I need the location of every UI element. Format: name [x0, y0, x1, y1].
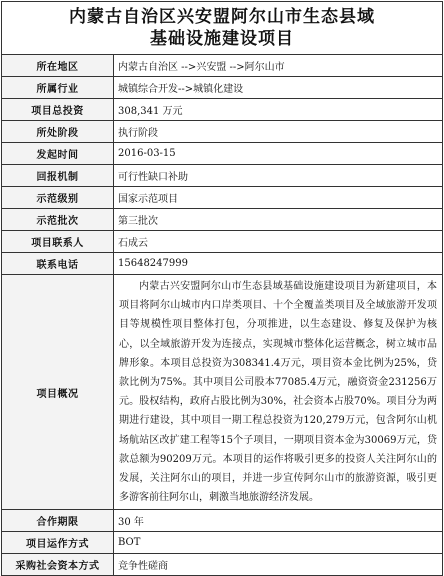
row-value-total-investment: 308,341 万元: [114, 99, 443, 121]
table-row-overview: [2, 275, 443, 510]
row-label-demo-batch: 示范批次: [2, 209, 114, 231]
row-value-contact-person: 石成云: [114, 231, 443, 253]
row-value-procurement: 竞争性磋商: [114, 554, 443, 576]
table-row: [2, 554, 443, 576]
project-info-table: [1, 54, 443, 576]
title-line-1: 内蒙古自治区兴安盟阿尔山市生态县域: [69, 7, 375, 27]
table-row: [2, 253, 443, 275]
row-label-contact-person: 项目联系人: [2, 231, 114, 253]
row-label-procurement: 采购社会资本方式: [2, 554, 114, 576]
row-value-return-mechanism: 可行性缺口补助: [114, 165, 443, 187]
table-row: [2, 77, 443, 99]
row-value-demo-batch: 第三批次: [114, 209, 443, 231]
row-label-stage: 所处阶段: [2, 121, 114, 143]
row-value-start-date: 2016-03-15: [114, 143, 443, 165]
table-row: [2, 187, 443, 209]
title-line-2: 基础设施建设项目: [150, 29, 294, 49]
row-label-start-date: 发起时间: [2, 143, 114, 165]
row-label-term: 合作期限: [2, 510, 114, 532]
table-row: [2, 99, 443, 121]
row-label-total-investment: 项目总投资: [2, 99, 114, 121]
row-label-return-mechanism: 回报机制: [2, 165, 114, 187]
row-value-operation-mode: BOT: [114, 532, 443, 554]
table-row: [2, 209, 443, 231]
row-label-region: 所在地区: [2, 55, 114, 77]
row-value-demo-level: 国家示范项目: [114, 187, 443, 209]
row-value-term: 30 年: [114, 510, 443, 532]
row-value-region: 内蒙古自治区 -->兴安盟 -->阿尔山市: [114, 55, 443, 77]
table-row: [2, 165, 443, 187]
table-row: [2, 121, 443, 143]
row-value-overview: 内蒙古兴安盟阿尔山市生态县域基础设施建设项目为新建项目，本项目将阿尔山城市内口岸类项目、十个全覆盖类项目及全域旅游开发项目等规模性项目整体打包，分项推进，以生态建设、修复及保护为核心，以全域旅游开发为连接点，实现城市整体化运营概念，树立城市品牌形象。本项目总投资为308341.4万元，项目资本金比例为25%，贷款比例为75%。其中项目公司股本77085.4万元，融资资金231256万元。股权结构，政府占股比例为30%，社会资本占股70%。项目分为两期进行建设，其中项目一期工程总投资为120,279万元，包含阿尔山机场航站区改扩建工程等15个子项目，一期项目资本金为30069万元，贷款总额为90209万元。本项目的运作将吸引更多的投资人关注阿尔山的发展，关注阿尔山的项目，并进一步宣传阿尔山市的旅游资源，吸引更多游客前往阿尔山，刺激当地旅游经济发展。: [114, 275, 443, 510]
row-value-industry: 城镇综合开发-->城镇化建设: [114, 77, 443, 99]
row-label-overview: 项目概况: [2, 275, 114, 510]
table-row: [2, 231, 443, 253]
table-row: [2, 143, 443, 165]
row-label-demo-level: 示范级别: [2, 187, 114, 209]
project-info-sheet: [1, 1, 443, 573]
table-row: [2, 510, 443, 532]
row-label-industry: 所属行业: [2, 77, 114, 99]
row-value-phone: 15648247999: [114, 253, 443, 275]
row-value-stage: 执行阶段: [114, 121, 443, 143]
table-row: [2, 532, 443, 554]
document-title: [1, 1, 443, 54]
row-label-phone: 联系电话: [2, 253, 114, 275]
row-label-operation-mode: 项目运作方式: [2, 532, 114, 554]
table-row: [2, 55, 443, 77]
